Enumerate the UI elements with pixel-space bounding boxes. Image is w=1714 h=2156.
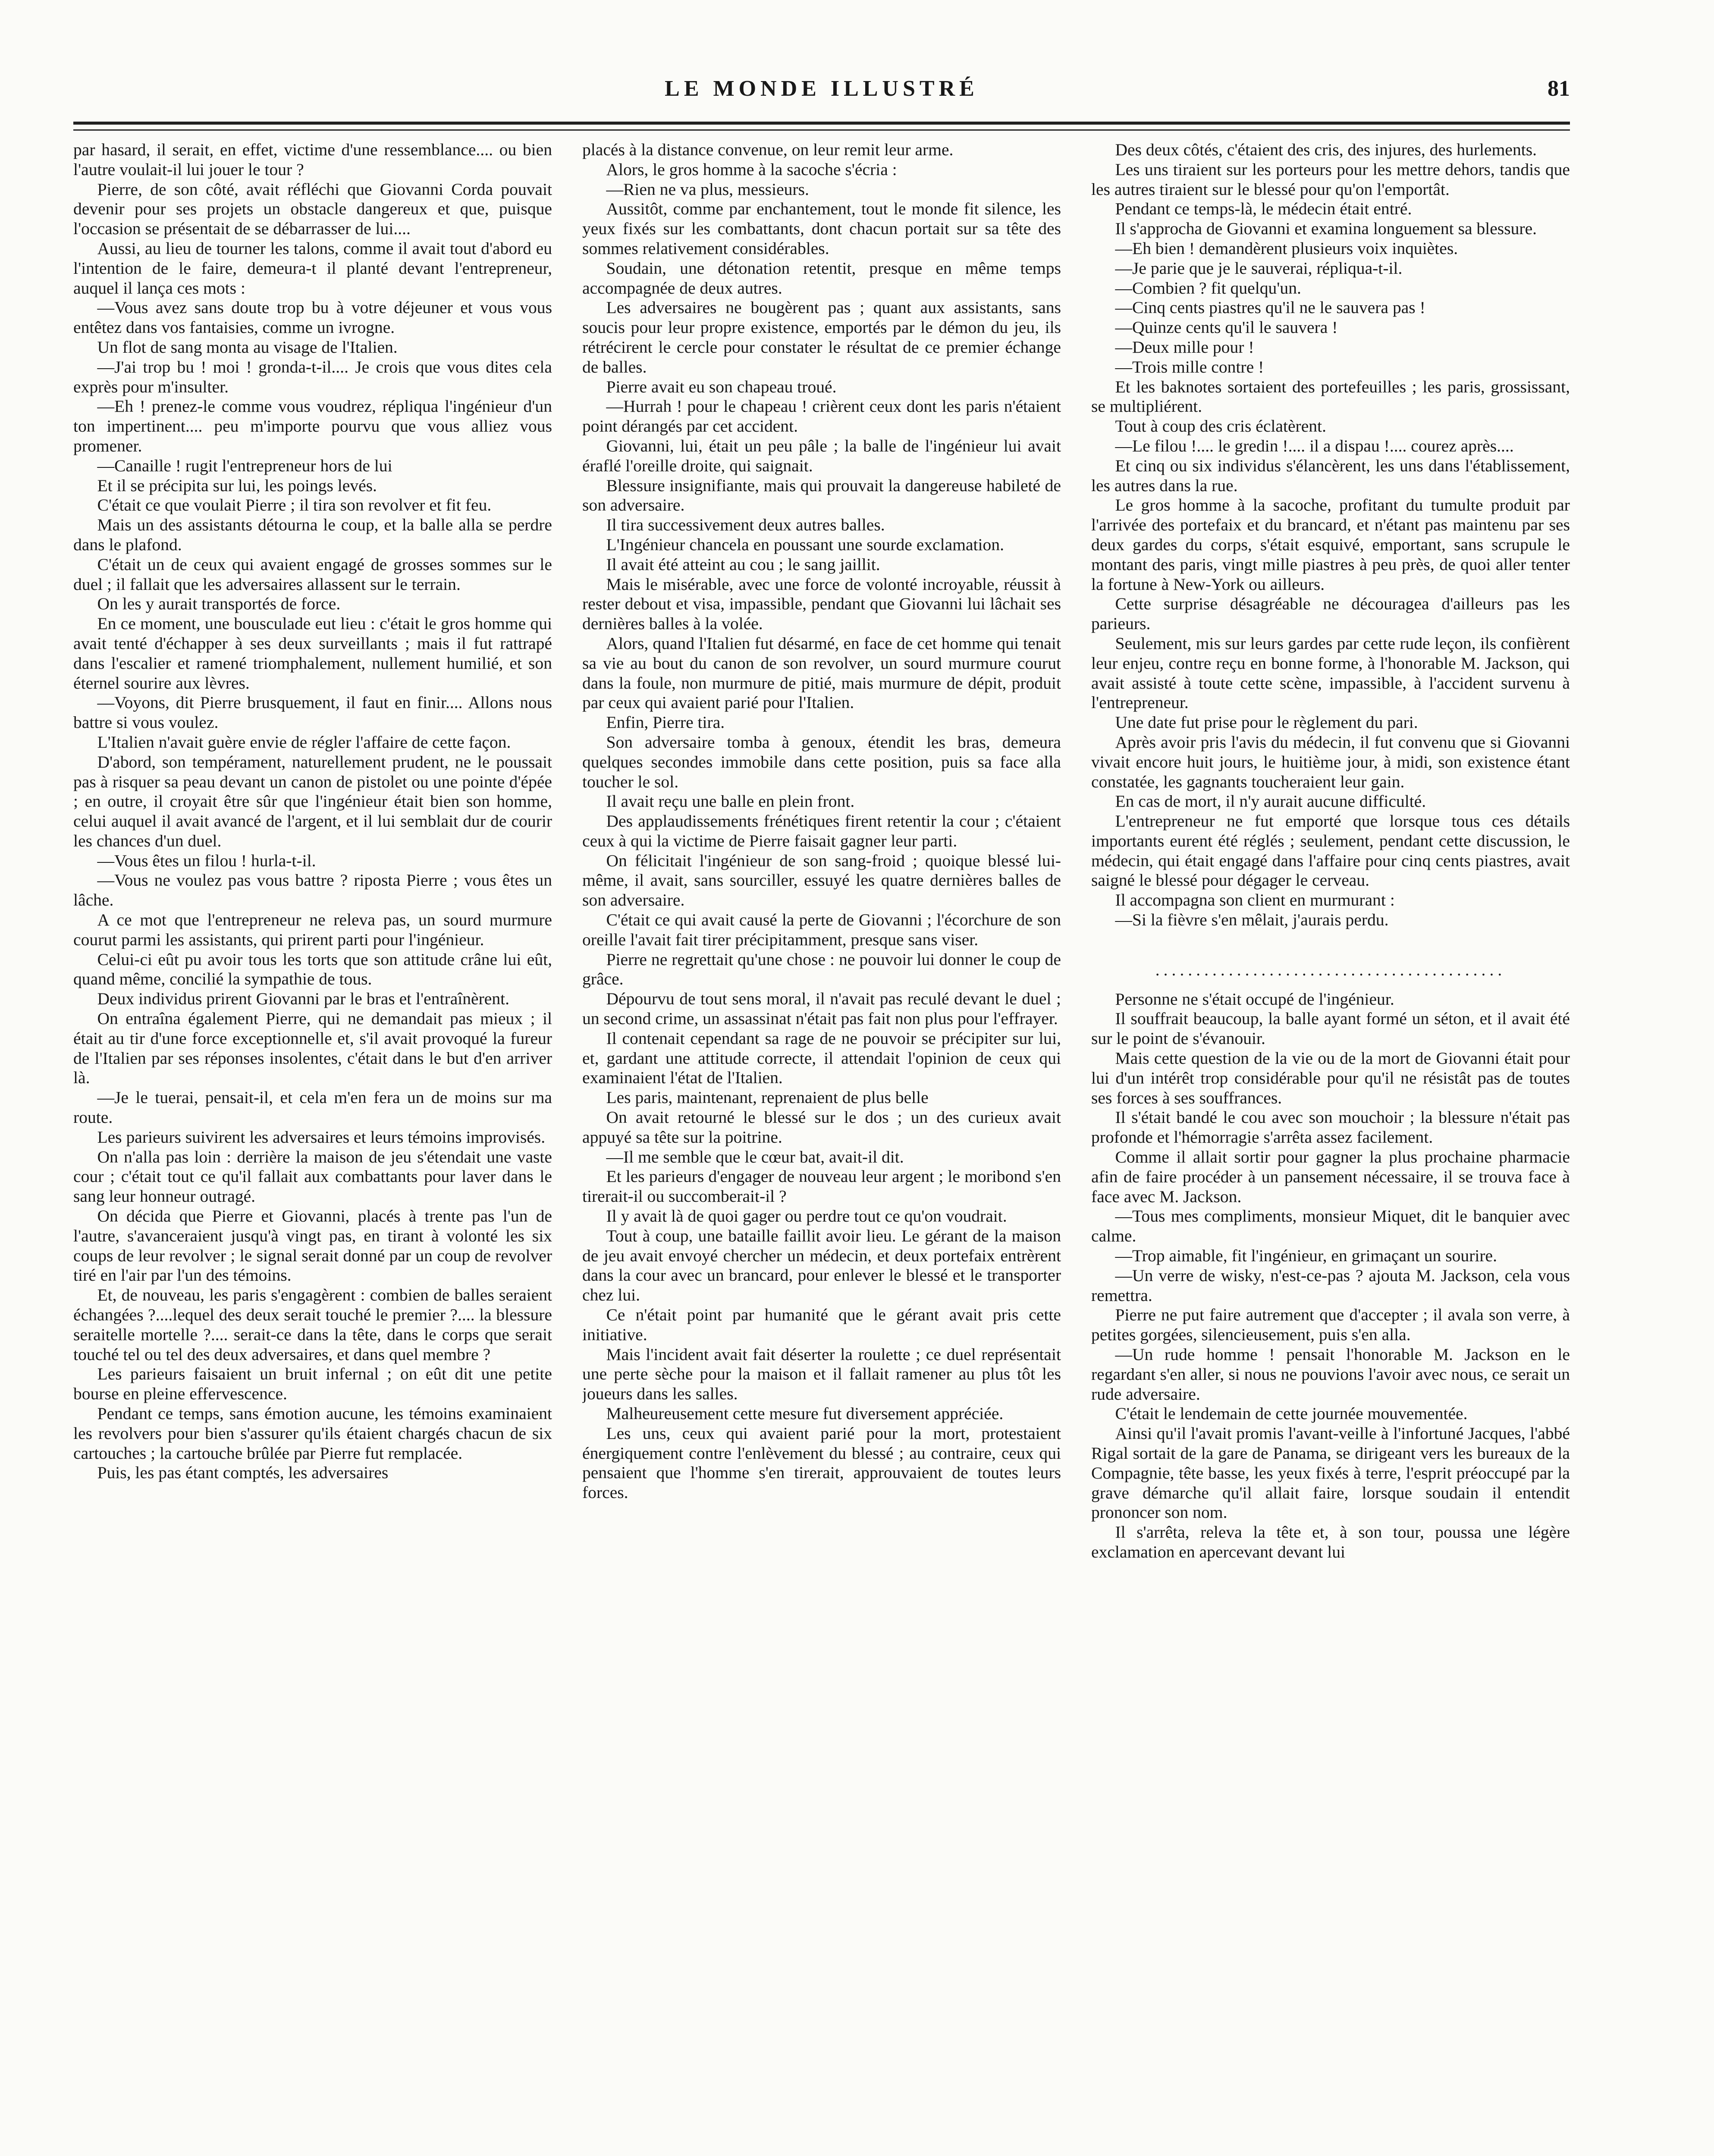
paragraph: Ce n'était point par humanité que le gérant avait pris cette initiative. [582,1305,1061,1344]
paragraph: —Tous mes compliments, monsieur Miquet, dit le banquier avec calme. [1091,1206,1570,1246]
paragraph: —J'ai trop bu ! moi ! gronda-t-il.... Je crois que vous dites cela exprès pour m'insulter. [73,357,552,396]
paragraph: Mais l'incident avait fait déserter la roulette ; ce duel représentait une perte sèche pour la maison et il fallait ramener au plus tôt les joueurs dans les salles. [582,1344,1061,1404]
paragraph: Alors, quand l'Italien fut désarmé, en face de cet homme qui tenait sa vie au bout du canon de son revolver, un sourd murmure courut dans la foule, non murmure de pitié, mais murmure de dépit, produit par ceux qui avaient parié pour l'Italien. [582,633,1061,712]
paragraph: Pierre ne put faire autrement que d'accepter ; il avala son verre, à petites gorgées, silencieusement, puis s'en alla. [1091,1305,1570,1344]
paragraph: Après avoir pris l'avis du médecin, il fut convenu que si Giovanni vivait encore huit jours, le huitième jour, à midi, son existence étant constatée, les gagnants toucheraient leur gain. [1091,732,1570,791]
paragraph: L'entrepreneur ne fut emporté que lorsque tous ces détails importants eurent été réglés ; seulement, pendant cette discussion, le médecin, qui était engagé dans l'affaire pour cinq cents piastres, avait saigné le blessé pour dégager le cerveau. [1091,812,1570,890]
paragraph: Il souffrait beaucoup, la balle ayant formé un séton, et il avait été sur le point de s'évanouir. [1091,1009,1570,1048]
paragraph: C'était ce que voulait Pierre ; il tira son revolver et fit feu. [97,495,492,515]
paragraph: Son adversaire tomba à genoux, étendit les bras, demeura quelques secondes immobile dans cette position, puis sa face alla toucher le sol. [582,732,1061,791]
paragraph: —Deux mille pour ! [1115,337,1254,357]
paragraph: Comme il allait sortir pour gagner la plus prochaine pharmacie afin de faire procéder à un pansement nécessaire, il se trouva face à face avec M. Jackson. [1091,1147,1570,1206]
paragraph: —Si la fièvre s'en mêlait, j'aurais perdu. [1115,910,1389,930]
paragraph: —Voyons, dit Pierre brusquement, il faut en finir.... Allons nous battre si vous voulez. [73,693,552,732]
paragraph: Puis, les pas étant comptés, les adversaires [97,1463,389,1482]
paragraph: C'était le lendemain de cette journée mouvementée. [1115,1404,1468,1423]
paragraph: —Vous avez sans doute trop bu à votre déjeuner et vous vous entêtez dans vos fantaisies, comme un ivrogne. [73,298,552,337]
paragraph: Il y avait là de quoi gager ou perdre tout ce qu'on voudrait. [606,1206,1007,1226]
paragraph: —Eh ! prenez-le comme vous voudrez, répliqua l'ingénieur d'un ton impertinent.... peu m'importe pourvu que vous alliez vous promener. [73,397,552,455]
paragraph: En cas de mort, il n'y aurait aucune difficulté. [1115,792,1426,811]
paragraph: Les paris, maintenant, reprenaient de plus belle [606,1088,929,1107]
masthead-title: LE MONDE ILLUSTRÉ [665,76,979,101]
paragraph: —Trois mille contre ! [1115,357,1264,376]
paragraph: C'était un de ceux qui avaient engagé de grosses sommes sur le duel ; il fallait que les adversaires allassent sur le terrain. [73,555,552,594]
paragraph: Cette surprise désagréable ne découragea d'ailleurs pas les parieurs. [1091,594,1570,633]
paragraph: Giovanni, lui, était un peu pâle ; la balle de l'ingénieur lui avait éraflé l'oreille droite, qui saignait. [582,436,1061,475]
paragraph: On avait retourné le blessé sur le dos ; un des curieux avait appuyé sa tête sur la poitrine. [582,1108,1061,1147]
paragraph: Et, de nouveau, les paris s'engagèrent : combien de balles seraient échangées ?....lequel des deux serait touché le premier ?.... la blessure seraitelle mortelle ?.... serait-ce dans la tête, dans le corps que serait touché tel ou tel des deux adversaires, et dans quel membre ? [73,1285,552,1364]
paragraph: Deux individus prirent Giovanni par le bras et l'entraînèrent. [97,989,510,1009]
paragraph: Une date fut prise pour le règlement du pari. [1115,713,1418,732]
paragraph: Il s'était bandé le cou avec son mouchoir ; la blessure n'était pas profonde et l'hémorragie s'arrêta assez facilement. [1091,1108,1570,1147]
paragraph: Des deux côtés, c'étaient des cris, des injures, des hurlements. [1115,140,1537,159]
paragraph: Pendant ce temps-là, le médecin était entré. [1115,199,1412,219]
article-columns [73,140,1570,2156]
paragraph: Il contenait cependant sa rage de ne pouvoir se précipiter sur lui, et, gardant une attitude correcte, il attendait l'opinion de ceux qui examinaient l'état de l'Italien. [582,1028,1061,1087]
paragraph: —Trop aimable, fit l'ingénieur, en grimaçant un sourire. [1115,1246,1497,1266]
paragraph: Et cinq ou six individus s'élancèrent, les uns dans l'établissement, les autres dans la rue. [1091,456,1570,495]
paragraph: Tout à coup des cris éclatèrent. [1115,417,1326,436]
paragraph: Malheureusement cette mesure fut diversement appréciée. [606,1404,1004,1423]
paragraph: Soudain, une détonation retentit, presque en même temps accompagnée de deux autres. [582,258,1061,298]
paragraph: Mais un des assistants détourna le coup, et la balle alla se perdre dans le plafond. [73,515,552,554]
paragraph: Aussi, au lieu de tourner les talons, comme il avait tout d'abord eu l'intention de le faire, demeura-t il planté devant l'entrepreneur, auquel il lança ces mots : [73,238,552,298]
header-rule-thick [73,122,1570,125]
paragraph: Tout à coup, une bataille faillit avoir lieu. Le gérant de la maison de jeu avait envoyé chercher un médecin, et deux portefaix entrèrent dans la cour avec un brancard, pour enlever le blessé et le transporter chez lui. [582,1226,1061,1305]
paragraph: —Quinze cents qu'il le sauvera ! [1115,318,1338,337]
paragraph: L'Ingénieur chancela en poussant une sourde exclamation. [606,535,1005,554]
paragraph: —Canaille ! rugit l'entrepreneur hors de lui [97,456,392,475]
paragraph: Alors, le gros homme à la sacoche s'écria : [606,160,897,179]
column-3-part-1 [1091,140,1570,930]
paragraph: placés à la distance convenue, on leur remit leur arme. [582,140,954,159]
paragraph: Les parieurs suivirent les adversaires et leurs témoins improvisés. [97,1127,546,1147]
paragraph: Blessure insignifiante, mais qui prouvait la dangereuse habileté de son adversaire. [582,476,1061,515]
paragraph: —Hurrah ! pour le chapeau ! crièrent ceux dont les paris n'étaient point dérangés par cet accident. [582,397,1061,436]
page-header [73,69,1570,108]
paragraph: —Un rude homme ! pensait l'honorable M. Jackson en le regardant s'en aller, si nous ne pouvions l'avoir avec nous, ce serait un rude adversaire. [1091,1345,1570,1404]
paragraph: Personne ne s'était occupé de l'ingénieur. [1115,989,1394,1009]
paragraph: —Rien ne va plus, messieurs. [606,179,809,199]
paragraph: Mais le misérable, avec une force de volonté incroyable, réussit à rester debout et visa, impassible, pendant que Giovanni lui lâchait ses dernières balles à la volée. [582,574,1061,633]
paragraph: A ce mot que l'entrepreneur ne releva pas, un sourd murmure courut parmi les assistants, qui prirent parti pour l'ingénieur. [73,910,552,949]
paragraph: Des applaudissements frénétiques firent retentir la cour ; c'étaient ceux à qui la victime de Pierre faisait gagner leur parti. [582,812,1061,850]
paragraph: —Il me semble que le cœur bat, avait-il dit. [606,1147,904,1166]
paragraph: Mais cette question de la vie ou de la mort de Giovanni était pour lui d'un intérêt trop considérable pour qu'il ne résistât pas de toutes ses forces à ses souffrances. [1091,1049,1570,1107]
paragraph: Pierre, de son côté, avait réfléchi que Giovanni Corda pouvait devenir pour ses projets un obstacle dangereux et que, puisque l'occasion se présentait de se débarrasser de lui.... [73,179,552,238]
paragraph: Les adversaires ne bougèrent pas ; quant aux assistants, sans soucis pour leur propre existence, emportés par le démon du jeu, ils rétrécirent le cercle pour constater le résultat de ce premier échange de balles. [582,298,1061,376]
paragraph: Et les parieurs d'engager de nouveau leur argent ; le moribond s'en tirerait-il ou succomberait-il ? [582,1167,1061,1206]
paragraph: Il tira successivement deux autres balles. [606,515,885,535]
text-column-1 [73,140,552,2156]
paragraph: Il s'approcha de Giovanni et examina longuement sa blessure. [1115,219,1537,238]
paragraph: —Le filou !.... le gredin !.... il a dispau !.... courez après.... [1115,436,1514,455]
paragraph: Les uns tiraient sur les porteurs pour les mettre dehors, tandis que les autres tiraient sur le blessé pour qu'on l'emportât. [1091,160,1570,199]
paragraph: Pierre ne regrettait qu'une chose : ne pouvoir lui donner le coup de grâce. [582,950,1061,989]
paragraph: Et les baknotes sortaient des portefeuilles ; les paris, grossissant, se multipliérent. [1091,377,1570,416]
paragraph: Les uns, ceux qui avaient parié pour la mort, protestaient énergiquement contre l'enlèvement du blessé ; au contraire, ceux qui pensaient que l'homme s'en tirerait, approuvaient de toutes leurs forces. [582,1423,1061,1502]
paragraph: C'était ce qui avait causé la perte de Giovanni ; l'écorchure de son oreille l'avait fait tirer précipitamment, presque sans viser. [582,910,1061,949]
paragraph: En ce moment, une bousculade eut lieu : c'était le gros homme qui avait tenté d'échapper à ses deux surveillants ; mais il fut rattrapé dans l'escalier et ramené triomphalement, nullement humilié, et son éternel sourire aux lèvres. [73,614,552,693]
paragraph: Il s'arrêta, releva la tête et, à son tour, poussa une légère exclamation en apercevant devant lui [1091,1523,1570,1561]
paragraph: Et il se précipita sur lui, les poings levés. [97,476,377,495]
column-3-part-2 [1091,990,1570,1562]
text-column-2 [582,140,1061,2156]
paragraph: Il avait reçu une balle en plein front. [606,792,855,811]
page-number: 81 [1548,76,1570,101]
paragraph: Aussitôt, comme par enchantement, tout le monde fit silence, les yeux fixés sur les combattants, dont chacun portait sur sa tête des sommes relativement considérables. [582,199,1061,258]
paragraph: par hasard, il serait, en effet, victime d'une ressemblance.... ou bien l'autre voulait-il lui jouer le tour ? [73,140,552,179]
paragraph: D'abord, son tempérament, naturellement prudent, ne le poussait pas à risquer sa peau devant un canon de pistolet ou une pointe d'épée ; en outre, il croyait être sûr que l'ingénieur était bien son homme, celui auquel il avait avancé de l'argent, et il lui semblait dur de courir les chances d'un duel. [73,752,552,850]
paragraph: —Je parie que je le sauverai, répliqua-t-il. [1115,258,1403,278]
paragraph: Ainsi qu'il l'avait promis l'avant-veille à l'infortuné Jacques, l'abbé Rigal sortait de la gare de Panama, se dirigeant vers les bureaux de la Compagnie, tête basse, les yeux fixés à terre, l'esprit préoccupé par la grave démarche qu'il allait faire, lorsque soudain il entendit prononcer son nom. [1091,1424,1570,1522]
paragraph: Le gros homme à la sacoche, profitant du tumulte produit par l'arrivée des portefaix et du brancard, et n'étant pas maintenu par ses deux gardes du corps, s'était esquivé, emportant, sans scrupule le montant des paris, vingt mille piastres à peu près, de quoi aller tenter la fortune à New-York ou ailleurs. [1091,495,1570,594]
paragraph: On les y aurait transportés de force. [97,594,341,614]
paragraph: Un flot de sang monta au visage de l'Italien. [97,337,398,357]
paragraph: —Eh bien ! demandèrent plusieurs voix inquiètes. [1115,238,1458,258]
paragraph: Pendant ce temps, sans émotion aucune, les témoins examinaient les revolvers pour bien s'assurer qu'ils étaient chargés chacun de six cartouches ; la cartouche brûlée par Pierre fut remplacée. [73,1404,552,1463]
paragraph: —Je le tuerai, pensait-il, et cela m'en fera un de moins sur ma route. [73,1088,552,1127]
paragraph: —Cinq cents piastres qu'il ne le sauvera pas ! [1115,298,1425,317]
paragraph: Celui-ci eût pu avoir tous les torts que son attitude crâne lui eût, quand même, concilié la sympathie de tous. [73,950,552,989]
paragraph: —Un verre de wisky, n'est-ce-pas ? ajouta M. Jackson, cela vous remettra. [1091,1266,1570,1305]
paragraph: —Vous êtes un filou ! hurla-t-il. [97,851,316,870]
paragraph: L'Italien n'avait guère envie de régler l'affaire de cette façon. [97,732,511,752]
paragraph: Les parieurs faisaient un bruit infernal ; on eût dit une petite bourse en pleine effervescence. [73,1364,552,1404]
paragraph: Il accompagna son client en murmurant : [1115,890,1395,910]
paragraph: Enfin, Pierre tira. [606,713,725,732]
paragraph: On n'alla pas loin : derrière la maison de jeu s'étendait une vaste cour ; c'était tout ce qu'il fallait aux combattants pour laver dans le sang leur honneur outragé. [73,1147,552,1206]
paragraph: Seulement, mis sur leurs gardes par cette rude leçon, ils confièrent leur enjeu, contre reçu en bonne forme, à l'honorable M. Jackson, qui avait assisté à toute cette scène, impassible, à l'accident survenu à l'entrepreneur. [1091,633,1570,712]
paragraph: Pierre avait eu son chapeau troué. [606,377,837,396]
section-separator: ........................................... [1155,960,1506,979]
paragraph: —Vous ne voulez pas vous battre ? riposta Pierre ; vous êtes un lâche. [73,871,552,910]
paragraph: Il avait été atteint au cou ; le sang jaillit. [606,555,880,574]
text-column-3 [1091,140,1570,2156]
paragraph: On félicitait l'ingénieur de son sang-froid ; quoique blessé lui-même, il avait, sans sourciller, essuyé les quatre dernières balles de son adversaire. [582,851,1061,910]
paragraph: Dépourvu de tout sens moral, il n'avait pas reculé devant le duel ; un second crime, un assassinat n'était pas fait non plus pour l'effrayer. [582,989,1061,1028]
paragraph: —Combien ? fit quelqu'un. [1115,278,1301,298]
paragraph: On entraîna également Pierre, qui ne demandait pas mieux ; il était au tir d'une force exceptionnelle et, s'il avait provoqué la fureur de l'Italien par ses réponses insolentes, c'était dans le but d'en arriver là. [73,1009,552,1087]
header-rule-thin [73,129,1570,131]
paragraph: On décida que Pierre et Giovanni, placés à trente pas l'un de l'autre, s'avanceraient jusqu'à vingt pas, en tirant à volonté les six coups de leur revolver ; le signal serait donné par un coup de revolver tiré en l'air par l'un des témoins. [73,1206,552,1285]
